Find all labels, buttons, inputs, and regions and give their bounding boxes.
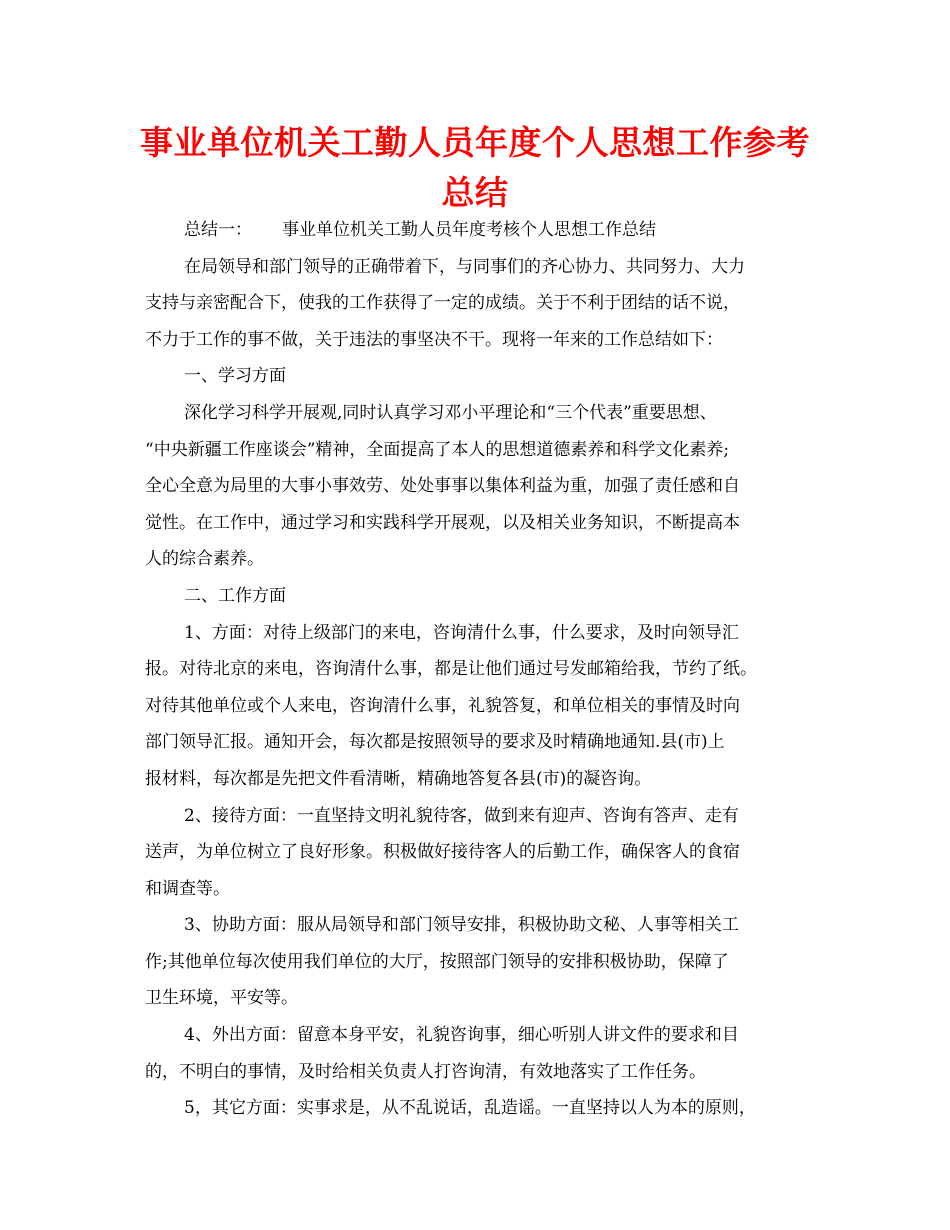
body-line: 作;其他单位每次使用我们单位的大厅，按照部门领导的安排积极协助，保障了 [145, 951, 729, 972]
paragraph-lines [145, 249, 811, 1127]
document-title: 事业单位机关工勤人员年度个人思想工作参考总结 [140, 123, 810, 212]
body-line: 不力于工作的事不做，关于违法的事坚决不干。现将一年来的工作总结如下： [145, 329, 723, 350]
body-line: 觉性。在工作中，通过学习和实践科学开展观，以及相关业务知识，不断提高本 [145, 512, 740, 533]
body-line: 部门领导汇报。通知开会，每次都是按照领导的要求及时精确地通知.县(市)上 [145, 732, 725, 753]
body-line: 在局领导和部门领导的正确带着下，与同事们的齐心协力、共同努力、大力 [184, 256, 745, 277]
body-line: 二、工作方面 [184, 585, 286, 606]
body-line: 一、学习方面 [184, 366, 286, 387]
body-line: 全心全意为局里的大事小事效劳、处处事事以集体利益为重，加强了责任感和自 [145, 476, 740, 497]
document-body [145, 212, 811, 1127]
body-line: 5，其它方面：实事求是，从不乱说话，乱造谣。一直坚持以人为本的原则， [184, 1098, 756, 1119]
body-line: 人的综合素养。 [145, 549, 264, 570]
body-line: 送声，为单位树立了良好形象。积极做好接待客人的后勤工作，确保客人的食宿 [145, 842, 740, 863]
subtitle-line [145, 212, 811, 249]
body-line: 2、接待方面：一直坚持文明礼貌待客，做到来有迎声、咨询有答声、走有 [184, 805, 739, 826]
body-line: “中央新疆工作座谈会”精神，全面提高了本人的思想道德素养和科学文化素养; [145, 439, 730, 460]
body-line: 的，不明白的事情，及时给相关负责人打咨询清，有效地落实了工作任务。 [145, 1061, 706, 1082]
subtitle-label: 总结一： [184, 220, 252, 240]
body-line: 报材料，每次都是先把文件看清晰，精确地答复各县(市)的凝咨询。 [145, 768, 652, 789]
body-line: 支持与亲密配合下，使我的工作获得了一定的成绩。关于不利于团结的话不说， [145, 293, 740, 314]
body-line: 和调查等。 [145, 878, 230, 899]
body-line: 4、外出方面：留意本身平安，礼貌咨询事，细心听别人讲文件的要求和目 [184, 1025, 739, 1046]
body-line: 深化学习科学开展观,同时认真学习邓小平理论和“三个代表”重要思想、 [184, 402, 717, 423]
body-line: 对待其他单位或个人来电，咨询清什么事，礼貌答复，和单位相关的事情及时向 [145, 695, 740, 716]
body-line: 1、方面：对待上级部门的来电，咨询清什么事，什么要求，及时向领导汇 [184, 622, 739, 643]
body-line: 卫生环境，平安等。 [145, 988, 298, 1009]
subtitle-text: 事业单位机关工勤人员年度考核个人思想工作总结 [282, 220, 656, 240]
body-line: 报。对待北京的来电，咨询清什么事，都是让他们通过号发邮箱给我，节约了纸。 [145, 659, 757, 680]
body-line: 3、协助方面：服从局领导和部门领导安排，积极协助文秘、人事等相关工 [184, 915, 739, 936]
